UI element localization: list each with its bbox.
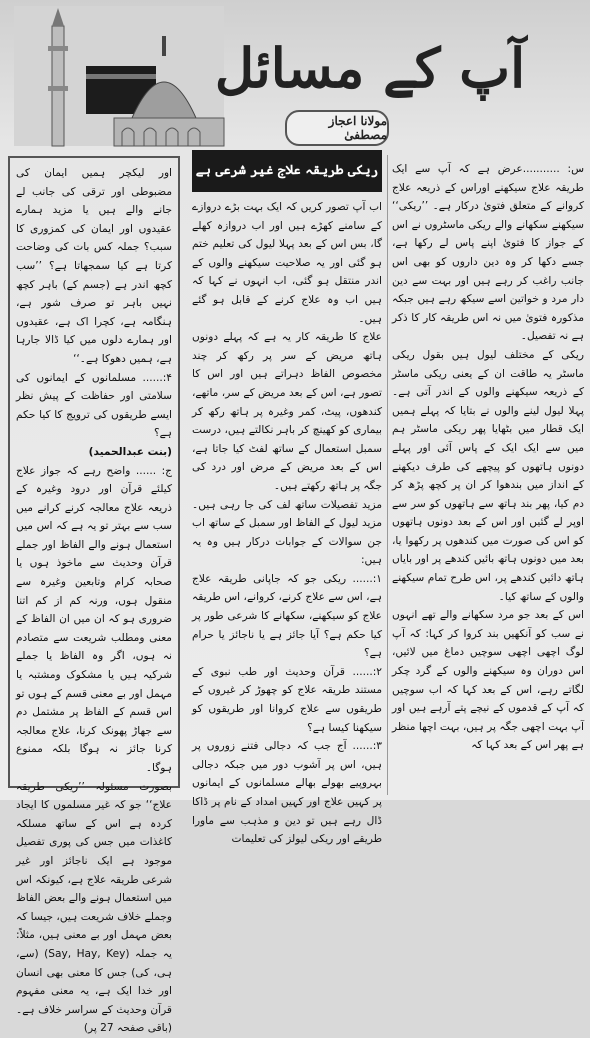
article-column-right: [392, 160, 584, 795]
article-headline: ریکی طریقہ علاج غیر شرعی ہے: [192, 150, 382, 192]
mosque-illustration-icon: [14, 6, 224, 146]
author-badge: مولانا اعجاز مصطفیٰ: [285, 110, 389, 146]
paragraph: مزید تفصیلات ساتھ لف کی جا رہی ہیں۔ مزید لیول کے الفاظ اور سمبل کے ساتھ اب جن سوالات کے جوابات درکار ہیں وہ یہ ہیں:: [192, 498, 382, 567]
paragraph: بصورت مسئولہ ’’ریکی طریقہ علاج‘‘ جو کہ غیر مسلموں کا ایجاد کردہ ہے اس کے ساتھ مسلکہ کاغذات میں جس کی پوری تفصیل موجود ہے ایک ناجائز اور غیر شرعی طریقہ علاج ہے، کیونکہ اس میں استعمال ہونے والے بعض الفاظ وجملے خلاف شریعت ہیں، جیسا کہ بعض مہمل اور بے معنی ہیں، مثلاً: یہ جملہ (Say, Hay, Key) (سے، ہی، کی) جس کا معنی بھی انسان اور خدا ایک ہے، یہ معنی مفہوم قرآن وحدیث کے سراسر خلاف ہے۔ (باقی صفحہ 27 پر): [16, 780, 172, 1035]
signature: (بنت عبدالحمید): [88, 445, 172, 458]
paragraph: س: ...........عرض ہے کہ آپ سے ایک طریقہ علاج سیکھنے اوراس کے ذریعہ علاج کروانے کے متعلق فتویٰ درکار ہے۔ ’’ریکی‘‘ سیکھنے سکھانے والے ریکی ماسٹروں نے اس کے جواز کا فتویٰ اپنے پاس لے رکھا ہے، جسے دکھا کر وہ دین داروں کو بھی اس جانب راغب کر رہے ہیں اور بہت سے دین دار مرد و خواتین اسے سیکھ رہے ہیں جبکہ مذکورہ فتویٰ میں نہ اس طریقہ کار کا ذکر ہے نہ تفصیل۔: [392, 163, 584, 343]
paragraph: اور لیکچر ہمیں ایمان کی مضبوطی اور ترقی کی جانب لے جانے والے ہیں یا مزید ہمارے عقیدوں اور ایمان کی کمزوری کا سبب؟ جملہ کس بات کی وضاحت کرتا ہے کیا سمجھاتا ہے؟ ’’سب کچھ اندر ہے (جسم کے) باہر کچھ نہیں باہر تو صرف شور ہے، ہنگامہ ہے، کچرا اک ہے، عقیدوں اور ہمارے دلوں میں کیا ڈالا جارہا ہے، ہمیں دھوکا ہے۔‘‘: [16, 167, 172, 365]
article-column-middle: [192, 198, 382, 846]
paragraph: ریکی کے مختلف لیول ہیں بقول ریکی ماسٹر یہ طاقت ان کے یعنی ریکی ماسٹر کے ذریعہ سیکھنے والوں کے اندر آتی ہے۔ پہلا لیول لینے والوں نے بتایا کہ پہلے ہمیں ایک قطار میں بٹھایا پھر ریکی ماسٹر ہم میں سے ایک ایک کے پاس آئی اور پہلے دونوں ہاتھوں کو پیچھے کی طرف دیکھنے کے انداز میں بندھوا کر ان پر کچھ پڑھ کر دم کیا، پھر بند ہاتھ سے ہاتھوں کو سر سے اوپر لے گئیں اور اس کے بعد دونوں ہاتھوں کو اس کی صورت میں کندھوں پر رکھوا یا، بعد میں دونوں ہاتھ بائیں کندھے پر اور بایاں ہاتھ دائیں کندھے پر، اس طرح تمام سیکھنے والوں کے ساتھ کیا۔: [392, 348, 584, 603]
paragraph: ۱:...... ریکی جو کہ جاپانی طریقہ علاج ہے، اس سے علاج کرنے، کروانے، اس طریقہ علاج کو سیکھنے، سکھانے کا شرعی طور پر کیا حکم ہے؟ آیا جائز ہے یا ناجائز یا حرام ہے؟: [192, 572, 382, 660]
paragraph: علاج کا طریقہ کار یہ ہے کہ پہلے دونوں ہاتھ مریض کے سر پر رکھ کر چند مخصوص الفاظ دہراتے ہیں اور اس کا تصور ہے، اس کے بعد مریض کے سر، ماتھے، کندھوں، پیٹ، کمر وغیرہ پر ہاتھ رکھ کر بیماری کو کھینچ کر باہر نکالتے ہیں، درست سمبل استعمال کے ساتھ لفٹ کیا جاتا ہے، اس کے بعد مریض کے مرض اور درد کی جگہ پر ہاتھ رکھتے ہیں۔: [192, 331, 382, 492]
page-header: [0, 0, 590, 150]
paragraph: اب آپ تصور کریں کہ ایک بہت بڑے دروازے کے سامنے کھڑے ہیں اور اب دروازہ کھلے گا، بس اس کے بعد پہلا لیول کی تعلیم ختم ہو گئی اور یہ صلاحیت سیکھنے والوں کے اندر منتقل ہو گئی، اب انہوں نے کہا کہ ہیں اب وہ علاج کرنے کے قابل ہو گئے ہیں۔: [192, 201, 382, 325]
paragraph: اس کے بعد جو مرد سکھانے والے تھے انہوں نے سب کو آنکھیں بند کروا کر کہا: کہ آپ لوگ اچھی اچھی سوچیں دماغ میں لائیں، اس دوران وہ سیکھنے والوں کے گرد چکر لگاتے رہے، اس کے بعد کہا کہ اب سوچیں کہ آپ کے قدموں کے نیچے پتے آرہے ہیں اور آپ بہت اچھی جگہ پر ہیں، بہت اچھا منظر ہے پھر اس کے بعد کہا کہ: [392, 609, 584, 752]
paragraph: ج: ...... واضح رہے کہ جواز علاج کیلئے قرآن اور درود وغیرہ کے ذریعہ علاج معالجہ کرنے کرانے میں سب سے بہتر تو یہ ہے کہ اس میں استعمال ہونے والے الفاظ اور جملے قرآن وحدیث سے ماخوذ ہوں یا صحابہ کرام وتابعین وغیرہ سے منقول ہوں، ورنہ کم از کم اتنا ضروری ہو کہ ان میں ان الفاظ کے معنی ومطلب شریعت سے متصادم نہ ہوں، اگر وہ الفاظ یا جملے شرکیہ ہیں یا مشکوک ومشتبہ یا مہمل اور بے معنی قسم کے ہوں تو اس قسم کے الفاظ پر مشتمل دم سے جھاڑ پھونک کرنا، علاج معالجہ کرنا جائز نہ ہوگا بلکہ ممنوع ہوگا۔: [16, 464, 172, 774]
paragraph: ۴:...... مسلمانوں کے ایمانوں کی سلامتی اور حفاظت کے پیش نظر ایسے طریقوں کی ترویج کا کیا حکم ہے؟: [16, 371, 172, 440]
article-column-left: [8, 156, 180, 1035]
paragraph: ۳:...... آج جب کہ دجالی فتنے زوروں پر ہیں، اس پر آشوب دور میں جبکہ دجالی بہروپیے بھولے بھالے مسلمانوں کے ایمانوں پر کہیں علاج اور کہیں امداد کے نام پر ڈاکا ڈال رہے ہیں تو دین و مذہب سے ماورا طریقے اور ریکی لیولز کی تعلیمات: [192, 740, 382, 846]
column-divider: [387, 155, 388, 795]
page-title: آپ کے مسائل: [214, 36, 526, 100]
paragraph: ۲:...... قرآن وحدیث اور طب نبوی کے مستند طریقہ علاج کو چھوڑ کر غیروں کے طریقوں سے علاج کروانا اور طریقوں کو سیکھنا کیسا ہے؟: [192, 665, 382, 734]
